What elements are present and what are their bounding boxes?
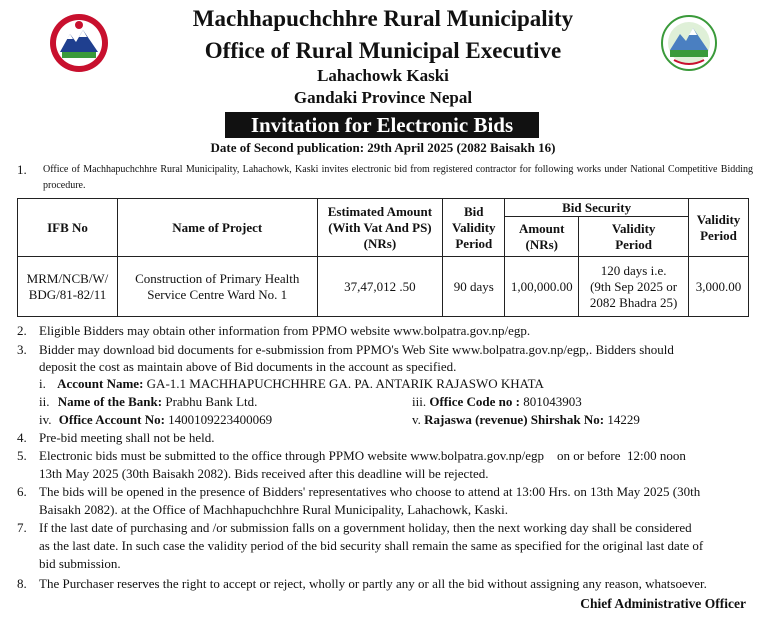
account-name-label: Account Name: — [57, 376, 144, 391]
cell-security-amount: 1,00,000.00 — [505, 257, 579, 317]
cell-project-line2: Service Centre Ward No. 1 — [147, 286, 288, 302]
office-account-label: Office Account No: — [58, 412, 165, 427]
header-val-line2: Period — [700, 227, 737, 243]
header-bid-security: Bid Security — [505, 199, 689, 217]
header-validity-period — [689, 199, 749, 257]
bank-name-value: Prabhu Bank Ltd. — [165, 394, 258, 409]
item-7-text-line1: If the last date of purchasing and /or submission falls on a government holiday, then the next working day shall be considered — [39, 520, 692, 535]
municipality-name: Machhapuchchhre Rural Municipality — [192, 6, 574, 31]
publication-date: Date of Second publication: 29th April 2025 (2082 Baisakh 16) — [210, 140, 556, 155]
header-val-line1: Validity — [696, 211, 741, 227]
item-7-text-line3: bid submission. — [39, 556, 121, 571]
header-estimated-amount — [317, 199, 443, 257]
header-validity-line1: Bid — [464, 203, 484, 219]
signature-title: Chief Administrative Officer — [580, 596, 746, 611]
header-sec-amount-line2: (NRs) — [525, 236, 558, 252]
item-6-text-line1: The bids will be opened in the presence of Bidders' representatives who choose to attend at 13:00 Hrs. on 13th May 2025 (30th — [39, 484, 701, 499]
header-ifb-no: IFB No — [18, 199, 118, 257]
header-sec-validity-line2: Period — [615, 236, 653, 252]
account-name-value: GA-1.1 MACHHAPUCHCHHRE GA. PA. ANTARIK RAJASWO KHATA — [146, 376, 544, 391]
header-project-name: Name of Project — [117, 199, 317, 257]
bank-name-number: ii. — [39, 394, 50, 409]
office-location: Lahachowk Kaski — [317, 66, 449, 85]
item-5-text-line2: 13th May 2025 (30th Baisakh 2082). Bids received after this deadline will be rejected. — [39, 466, 489, 481]
item-8-text: The Purchaser reserves the right to accept or reject, wholly or partly any or all the bid without assigning any reason, whatsoever. — [39, 576, 707, 591]
header-security-validity — [579, 217, 689, 257]
header-amount-line2: (With Vat And PS) — [328, 219, 432, 235]
cell-ifb-no — [18, 257, 118, 317]
item-8-number: 8. — [17, 576, 27, 591]
header-validity-line3: Period — [455, 235, 493, 251]
notice-title-banner: Invitation for Electronic Bids — [225, 112, 539, 138]
cell-project-line1: Construction of Primary Health — [135, 270, 300, 286]
header-security-amount — [505, 217, 579, 257]
item-3-number: 3. — [17, 342, 27, 357]
account-name-row — [39, 376, 544, 392]
cell-sec-validity-line1: 120 days i.e. — [600, 262, 667, 278]
header-amount-line1: Estimated Amount — [327, 203, 433, 219]
cell-bid-validity: 90 days — [443, 257, 505, 317]
rajaswa-row — [412, 412, 640, 428]
office-name: Office of Rural Municipal Executive — [204, 38, 562, 63]
item-5-number: 5. — [17, 448, 27, 463]
office-code-number: iii. — [412, 394, 427, 409]
office-code-value: 801043903 — [523, 394, 582, 409]
item-6-number: 6. — [17, 484, 27, 499]
item-7-number: 7. — [17, 520, 27, 535]
item-1-number: 1. — [17, 162, 27, 177]
account-name-number: i. — [39, 376, 46, 391]
rajaswa-number: v. — [412, 412, 421, 427]
office-code-row — [412, 394, 582, 410]
item-3-text-line1: Bidder may download bid documents for e-submission from PPMO's Web Site www.bolpatra.gov.np/egp,. Bidders should — [39, 342, 674, 357]
cell-security-validity — [579, 257, 689, 317]
office-account-row — [39, 412, 272, 428]
item-4-number: 4. — [17, 430, 27, 445]
cell-estimated-amount: 37,47,012 .50 — [317, 257, 443, 317]
bank-name-row — [39, 394, 257, 410]
office-code-label: Office Code no : — [429, 394, 520, 409]
item-2-number: 2. — [17, 323, 27, 338]
bank-name-label: Name of the Bank: — [57, 394, 163, 409]
cell-project-name — [117, 257, 317, 317]
cell-sec-validity-line2: (9th Sep 2025 or — [590, 278, 678, 294]
cell-ifb-line1: MRM/NCB/W/ — [26, 270, 109, 286]
office-account-number: iv. — [39, 412, 52, 427]
bid-table — [17, 198, 749, 317]
rajaswa-value: 14229 — [607, 412, 640, 427]
header-amount-line3: (NRs) — [363, 235, 397, 251]
cell-ifb-line2: BDG/81-82/11 — [28, 286, 107, 302]
item-6-text-line2: Baisakh 2082). at the Office of Machhapuchchhre Rural Municipality, Lahachowk, Kaski. — [39, 502, 508, 517]
header-validity-line2: Validity — [451, 219, 496, 235]
item-7-text-line2: as the last date. In such case the validity period of the bid security shall remain the same as specified for the original last date of — [39, 538, 704, 553]
table-row — [18, 257, 749, 317]
header-bid-validity — [443, 199, 505, 257]
header-sec-amount-line1: Amount — [518, 220, 565, 236]
item-2-text: Eligible Bidders may obtain other information from PPMO website www.bolpatra.gov.np/egp. — [39, 323, 531, 338]
item-4-text: Pre-bid meeting shall not be held. — [39, 430, 215, 445]
province-name: Gandaki Province Nepal — [293, 88, 473, 107]
item-1-text: Office of Machhapuchchhre Rural Municipality, Lahachowk, Kaski invites electronic bid from registered contractor for following works under National Competitive Bidding procedure. — [43, 164, 753, 191]
cell-sec-validity-line3: 2082 Bhadra 25) — [589, 294, 678, 310]
item-5-text-line1: Electronic bids must be submitted to the office through PPMO website www.bolpatra.gov.np/egp on or before 12:00 noon — [39, 448, 686, 463]
office-account-value: 1400109223400069 — [168, 412, 273, 427]
cell-validity-period: 3,000.00 — [689, 257, 749, 317]
header-sec-validity-line1: Validity — [611, 220, 656, 236]
rajaswa-label: Rajaswa (revenue) Shirshak No: — [424, 412, 605, 427]
item-3-text-line2: deposit the cost as maintain above of Bid documents in the account as specified. — [39, 359, 457, 374]
